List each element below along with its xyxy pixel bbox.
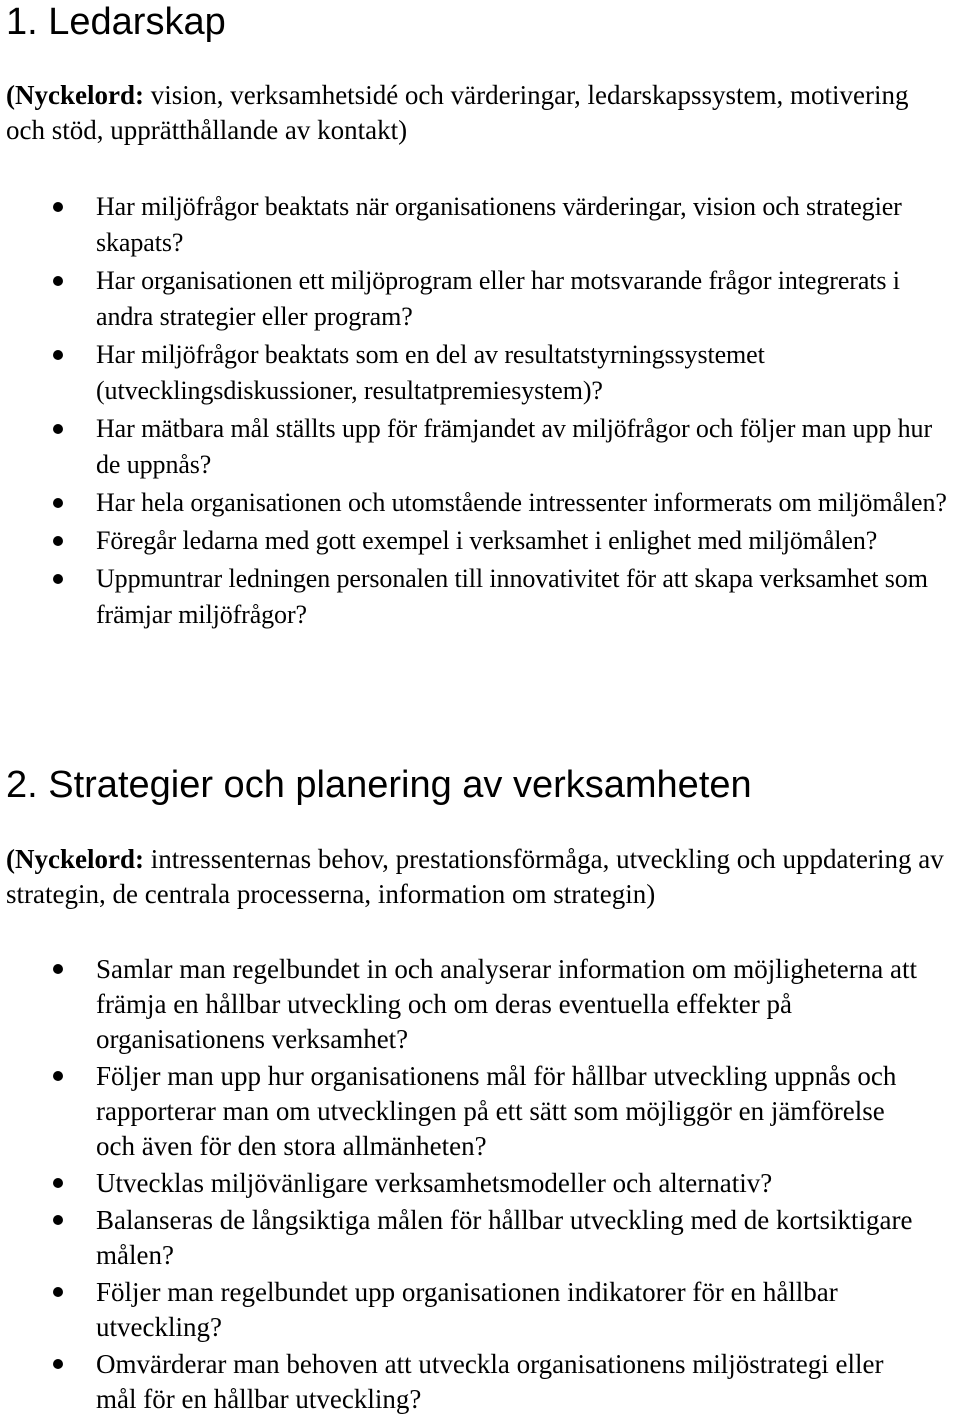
list-item-text: Balanseras de långsiktiga målen för hållbar utveckling med de kortsiktigare målen?	[96, 1205, 913, 1270]
bullet-icon	[53, 1215, 63, 1225]
section-2-question-list	[0, 952, 920, 1417]
list-item	[0, 561, 960, 633]
list-item	[0, 411, 960, 483]
bullet-icon	[53, 202, 63, 212]
section-1-question-list	[0, 189, 960, 633]
section-2-keywords-label: (Nyckelord:	[6, 844, 144, 874]
section-1-keywords	[6, 78, 951, 148]
bullet-icon	[53, 498, 63, 508]
list-item-text: Samlar man regelbundet in och analyserar information om möjligheterna att främja en hållbar utveckling och om deras eventuella effekter på organisationens verksamhet?	[96, 954, 917, 1054]
section-2-heading: 2. Strategier och planering av verksamheten	[6, 764, 752, 806]
list-item	[0, 952, 920, 1057]
list-item-text: Omvärderar man behoven att utveckla organisationens miljöstrategi eller mål för en hållbar utveckling?	[96, 1349, 884, 1414]
list-item	[0, 485, 960, 521]
list-item	[0, 1166, 920, 1201]
bullet-icon	[53, 1071, 63, 1081]
bullet-icon	[53, 964, 63, 974]
list-item	[0, 1275, 920, 1345]
list-item	[0, 523, 960, 559]
list-item-text: Föregår ledarna med gott exempel i verksamhet i enlighet med miljömålen?	[96, 526, 878, 555]
list-item	[0, 1203, 920, 1273]
list-item	[0, 1059, 920, 1164]
list-item-text: Har organisationen ett miljöprogram eller har motsvarande frågor integrerats i andra strategier eller program?	[96, 266, 900, 331]
section-1-keywords-text: vision, verksamhetsidé och värderingar, ledarskapssystem, motivering och stöd, upprätthållande av kontakt)	[6, 80, 909, 145]
bullet-icon	[53, 276, 63, 286]
list-item-text: Följer man upp hur organisationens mål för hållbar utveckling uppnås och rapporterar man om utvecklingen på ett sätt som möjliggör en jämförelse och även för den stora allmänheten?	[96, 1061, 897, 1161]
list-item-text: Utvecklas miljövänligare verksamhetsmodeller och alternativ?	[96, 1168, 773, 1198]
section-2-keywords	[6, 842, 951, 912]
bullet-icon	[53, 424, 63, 434]
bullet-icon	[53, 1359, 63, 1369]
list-item	[0, 189, 960, 261]
list-item	[0, 263, 960, 335]
list-item-text: Har miljöfrågor beaktats när organisationens värderingar, vision och strategier skapats?	[96, 192, 902, 257]
bullet-icon	[53, 350, 63, 360]
section-1-heading: 1. Ledarskap	[6, 1, 226, 43]
bullet-icon	[53, 1287, 63, 1297]
section-1-keywords-label: (Nyckelord:	[6, 80, 144, 110]
bullet-icon	[53, 574, 63, 584]
bullet-icon	[53, 1178, 63, 1188]
list-item-text: Uppmuntrar ledningen personalen till innovativitet för att skapa verksamhet som främjar miljöfrågor?	[96, 564, 928, 629]
list-item-text: Har miljöfrågor beaktats som en del av resultatstyrningssystemet (utvecklingsdiskussioner, resultatpremiesystem)?	[96, 340, 765, 405]
list-item-text: Följer man regelbundet upp organisationen indikatorer för en hållbar utveckling?	[96, 1277, 838, 1342]
list-item-text: Har mätbara mål ställts upp för främjandet av miljöfrågor och följer man upp hur de uppnås?	[96, 414, 932, 479]
section-2-keywords-text: intressenternas behov, prestationsförmåga, utveckling och uppdatering av strategin, de centrala processerna, information om strategin)	[6, 844, 944, 909]
bullet-icon	[53, 536, 63, 546]
list-item	[0, 337, 960, 409]
list-item	[0, 1347, 920, 1417]
list-item-text: Har hela organisationen och utomstående intressenter informerats om miljömålen?	[96, 488, 947, 517]
